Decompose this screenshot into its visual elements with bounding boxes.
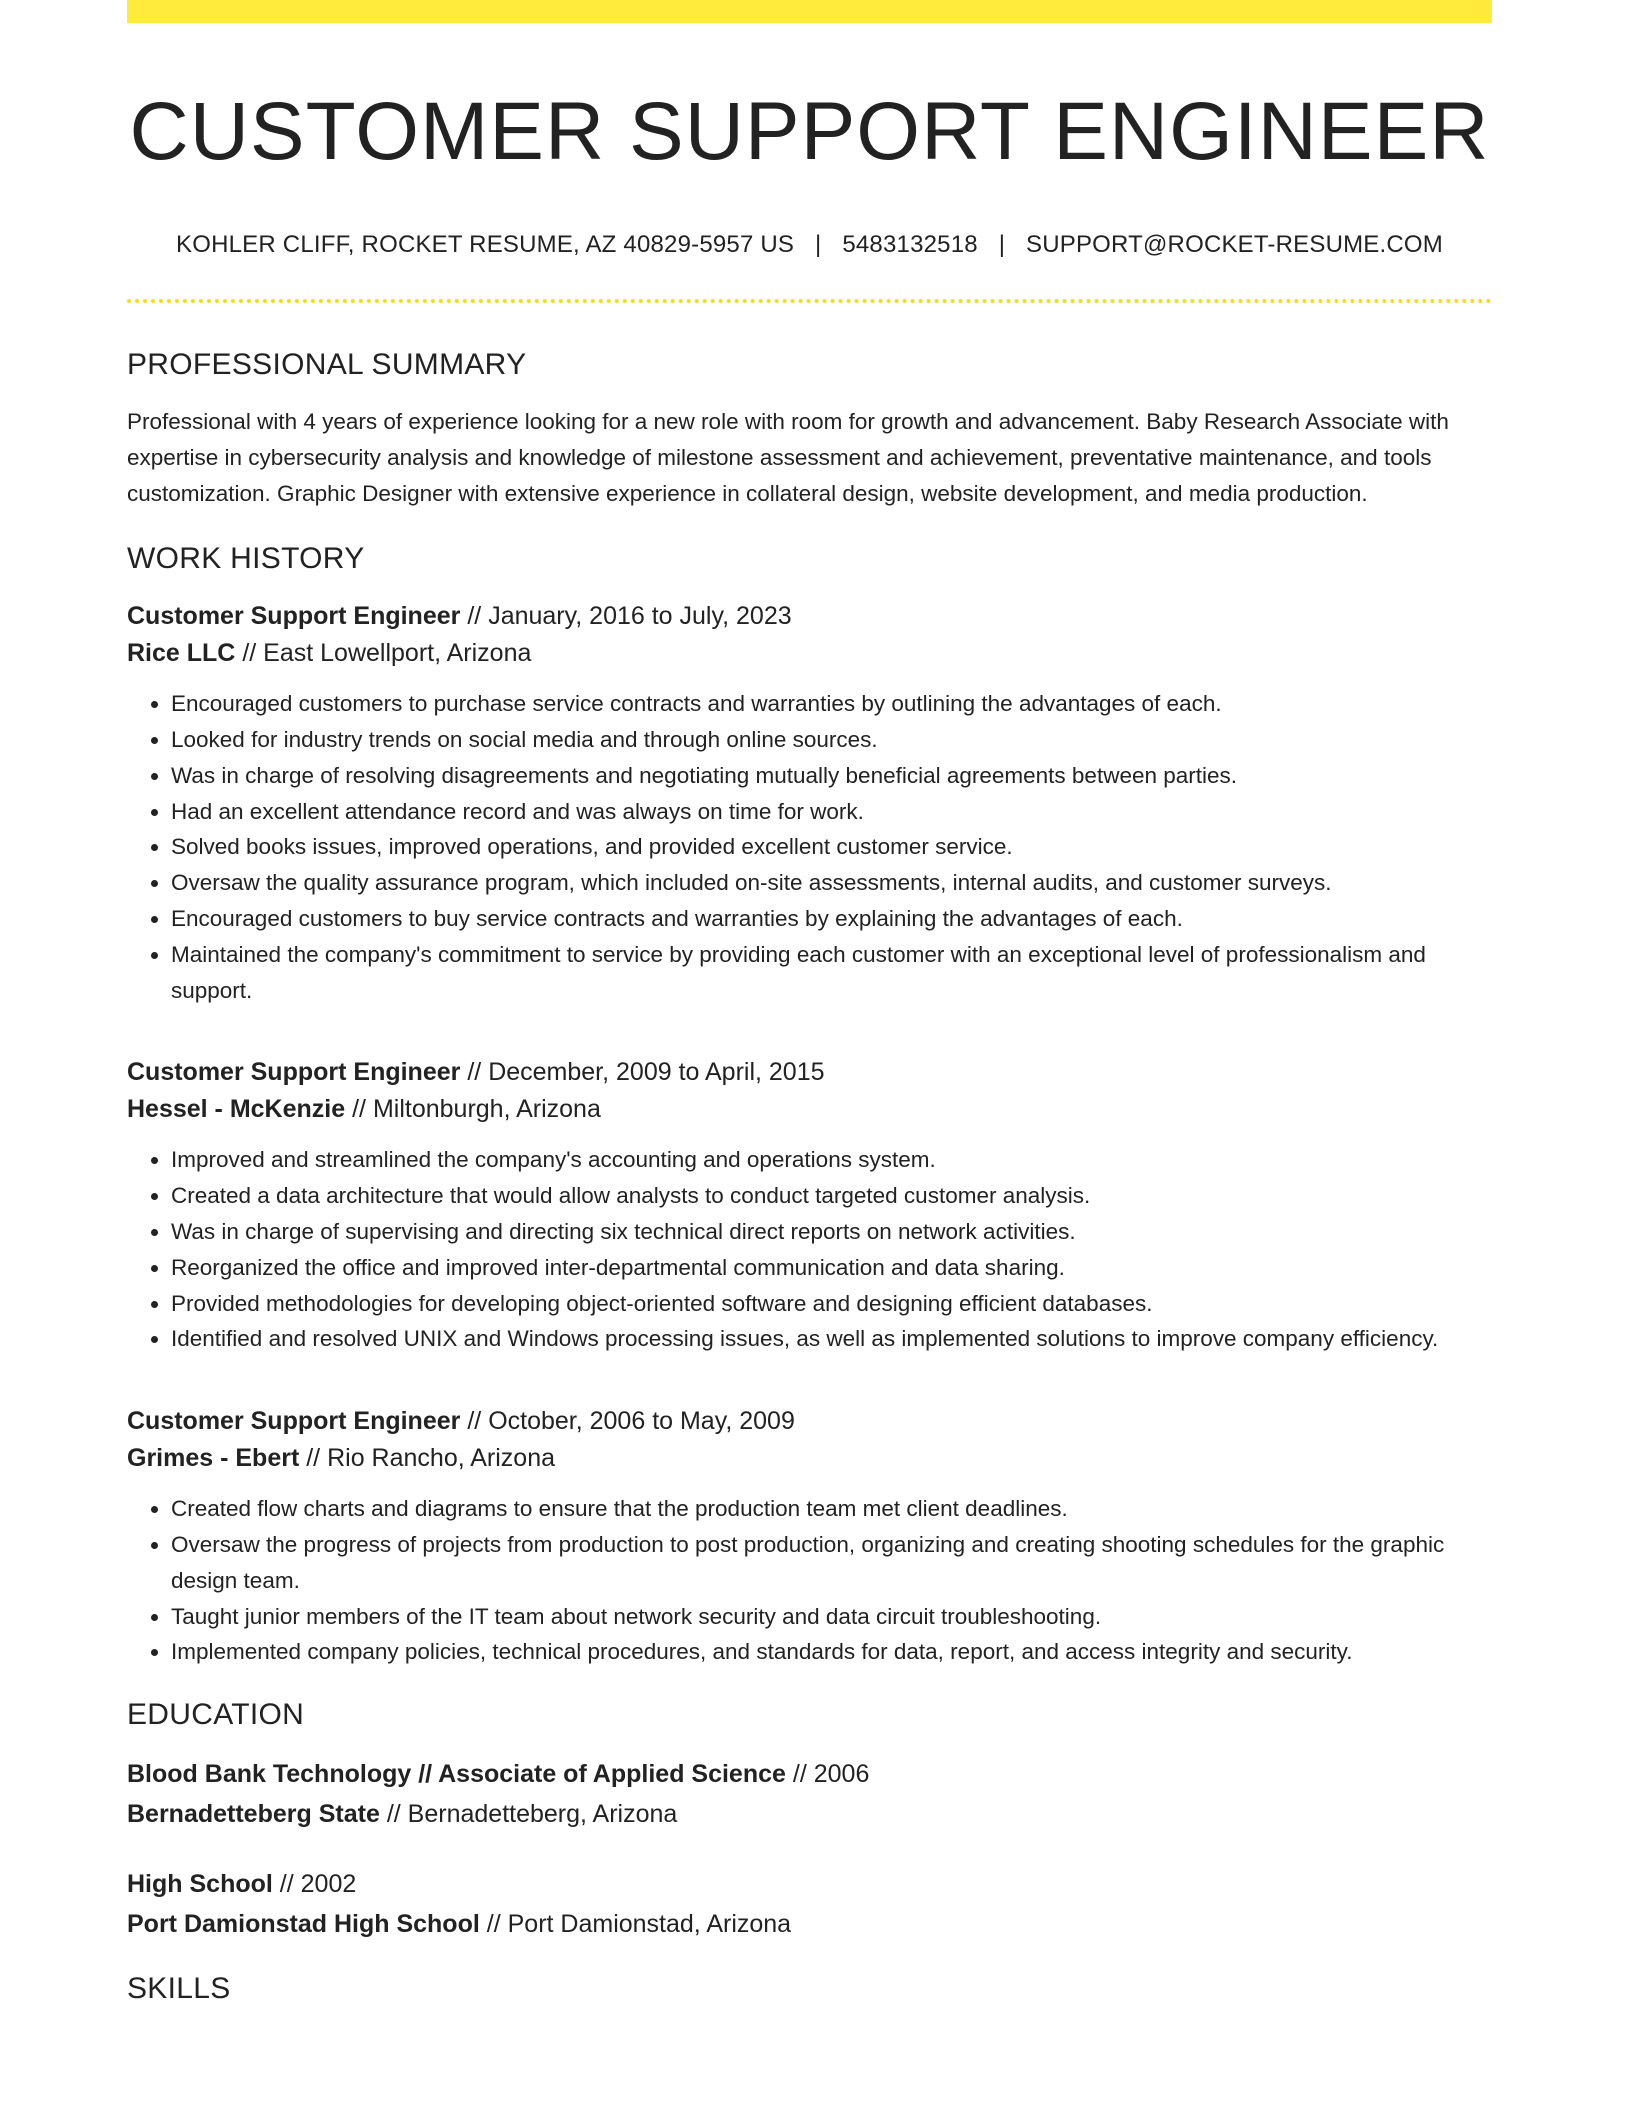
job-role: Customer Support Engineer — [127, 1407, 461, 1436]
job-dates: January, 2016 to July, 2023 — [488, 602, 792, 631]
contact-email: SUPPORT@ROCKET-RESUME.COM — [1026, 231, 1443, 259]
job-title-line — [127, 1054, 1492, 1091]
dotted-divider — [127, 299, 1492, 303]
education-entry — [127, 1754, 1492, 1834]
resume-page — [127, 0, 1492, 2006]
job-role: Customer Support Engineer — [127, 602, 461, 631]
contact-separator: | — [815, 231, 822, 259]
accent-top-bar — [127, 0, 1492, 23]
bullet-item: • Identified and resolved UNIX and Windows processing issues, as well as implemented solutions to improve company efficiency. — [171, 1321, 1492, 1357]
job-title-line — [127, 1403, 1492, 1440]
bullet-item: • Looked for industry trends on social media and through online sources. — [171, 722, 1492, 758]
bullet-item: • Encouraged customers to buy service contracts and warranties by explaining the advantages of each. — [171, 901, 1492, 937]
job-entry — [127, 1054, 1492, 1357]
skills-heading: SKILLS — [127, 1972, 231, 2006]
education-school-line — [127, 1794, 1492, 1834]
divider: // — [352, 1095, 366, 1124]
divider: // — [792, 1760, 807, 1789]
education-year: 2002 — [300, 1870, 357, 1899]
education-degree: Blood Bank Technology // Associate of Applied Science — [127, 1760, 786, 1789]
summary-text: Professional with 4 years of experience looking for a new role with room for growth and advancement. Baby Research Associate with expertise in cybersecurity analysis and knowledge of milestone assessment and achievement, preventative maintenance, and tools customization. Graphic Designer with extensive experience in collateral design, website development, and media production. — [127, 409, 1449, 507]
job-bullets — [127, 1491, 1492, 1670]
job-location: Miltonburgh, Arizona — [372, 1095, 601, 1124]
job-bullets — [127, 686, 1492, 1008]
job-company: Grimes - Ebert — [127, 1444, 300, 1473]
bullet-item: • Had an excellent attendance record and was always on time for work. — [171, 794, 1492, 830]
education-year: 2006 — [813, 1760, 870, 1789]
education-location: Port Damionstad, Arizona — [507, 1910, 792, 1939]
bullet-item: • Created a data architecture that would allow analysts to conduct targeted customer analysis. — [171, 1178, 1492, 1214]
education-degree-line — [127, 1864, 1492, 1904]
job-company-line — [127, 1440, 1492, 1477]
job-dates: October, 2006 to May, 2009 — [488, 1407, 795, 1436]
divider: // — [467, 1407, 482, 1436]
bullet-item: • Solved books issues, improved operations, and provided excellent customer service. — [171, 829, 1492, 865]
education-location: Bernadetteberg, Arizona — [407, 1800, 678, 1829]
job-title-line — [127, 598, 1492, 635]
divider: // — [467, 1058, 482, 1087]
divider: // — [306, 1444, 321, 1473]
job-company-line — [127, 635, 1492, 672]
bullet-item: • Provided methodologies for developing object-oriented software and designing efficient databases. — [171, 1286, 1492, 1322]
bullet-item: • Encouraged customers to purchase service contracts and warranties by outlining the advantages of each. — [171, 686, 1492, 722]
summary-heading: PROFESSIONAL SUMMARY — [127, 348, 527, 382]
job-entry — [127, 598, 1492, 1008]
job-location: Rio Rancho, Arizona — [327, 1444, 555, 1473]
divider: // — [279, 1870, 294, 1899]
bullet-item: • Was in charge of supervising and directing six technical direct reports on network activities. — [171, 1214, 1492, 1250]
education-degree: High School — [127, 1870, 273, 1899]
work-history-heading: WORK HISTORY — [127, 542, 365, 576]
contact-address: KOHLER CLIFF, ROCKET RESUME, AZ 40829-5957 US — [176, 231, 795, 259]
bullet-item: • Improved and streamlined the company's accounting and operations system. — [171, 1142, 1492, 1178]
bullet-item: • Reorganized the office and improved inter-departmental communication and data sharing. — [171, 1250, 1492, 1286]
job-location: East Lowellport, Arizona — [263, 639, 532, 668]
bullet-item: • Was in charge of resolving disagreements and negotiating mutually beneficial agreements between parties. — [171, 758, 1492, 794]
job-dates: December, 2009 to April, 2015 — [488, 1058, 825, 1087]
education-degree-line — [127, 1754, 1492, 1794]
contact-line — [127, 231, 1492, 259]
job-company: Hessel - McKenzie — [127, 1095, 346, 1124]
job-role: Customer Support Engineer — [127, 1058, 461, 1087]
divider: // — [386, 1800, 401, 1829]
bullet-item: • Maintained the company's commitment to service by providing each customer with an exceptional level of professionalism and support. — [171, 937, 1492, 1009]
bullet-item: • Implemented company policies, technical procedures, and standards for data, report, and access integrity and security. — [171, 1634, 1492, 1670]
job-company: Rice LLC — [127, 639, 236, 668]
contact-phone: 5483132518 — [842, 231, 978, 259]
job-company-line — [127, 1091, 1492, 1128]
education-heading: EDUCATION — [127, 1698, 305, 1732]
education-school-line — [127, 1904, 1492, 1944]
bullet-item: • Created flow charts and diagrams to ensure that the production team met client deadlines. — [171, 1491, 1492, 1527]
education-school: Port Damionstad High School — [127, 1910, 480, 1939]
job-bullets — [127, 1142, 1492, 1357]
divider: // — [467, 602, 482, 631]
resume-title: CUSTOMER SUPPORT ENGINEER — [129, 86, 1490, 177]
education-entry — [127, 1864, 1492, 1944]
education-school: Bernadetteberg State — [127, 1800, 380, 1829]
bullet-item: • Oversaw the progress of projects from production to post production, organizing and creating shooting schedules for the graphic design team. — [171, 1527, 1492, 1599]
bullet-item: • Taught junior members of the IT team about network security and data circuit troubleshooting. — [171, 1599, 1492, 1635]
job-entry — [127, 1403, 1492, 1670]
bullet-item: • Oversaw the quality assurance program, which included on-site assessments, internal audits, and customer surveys. — [171, 865, 1492, 901]
contact-separator: | — [998, 231, 1006, 259]
divider: // — [486, 1910, 501, 1939]
divider: // — [242, 639, 257, 668]
